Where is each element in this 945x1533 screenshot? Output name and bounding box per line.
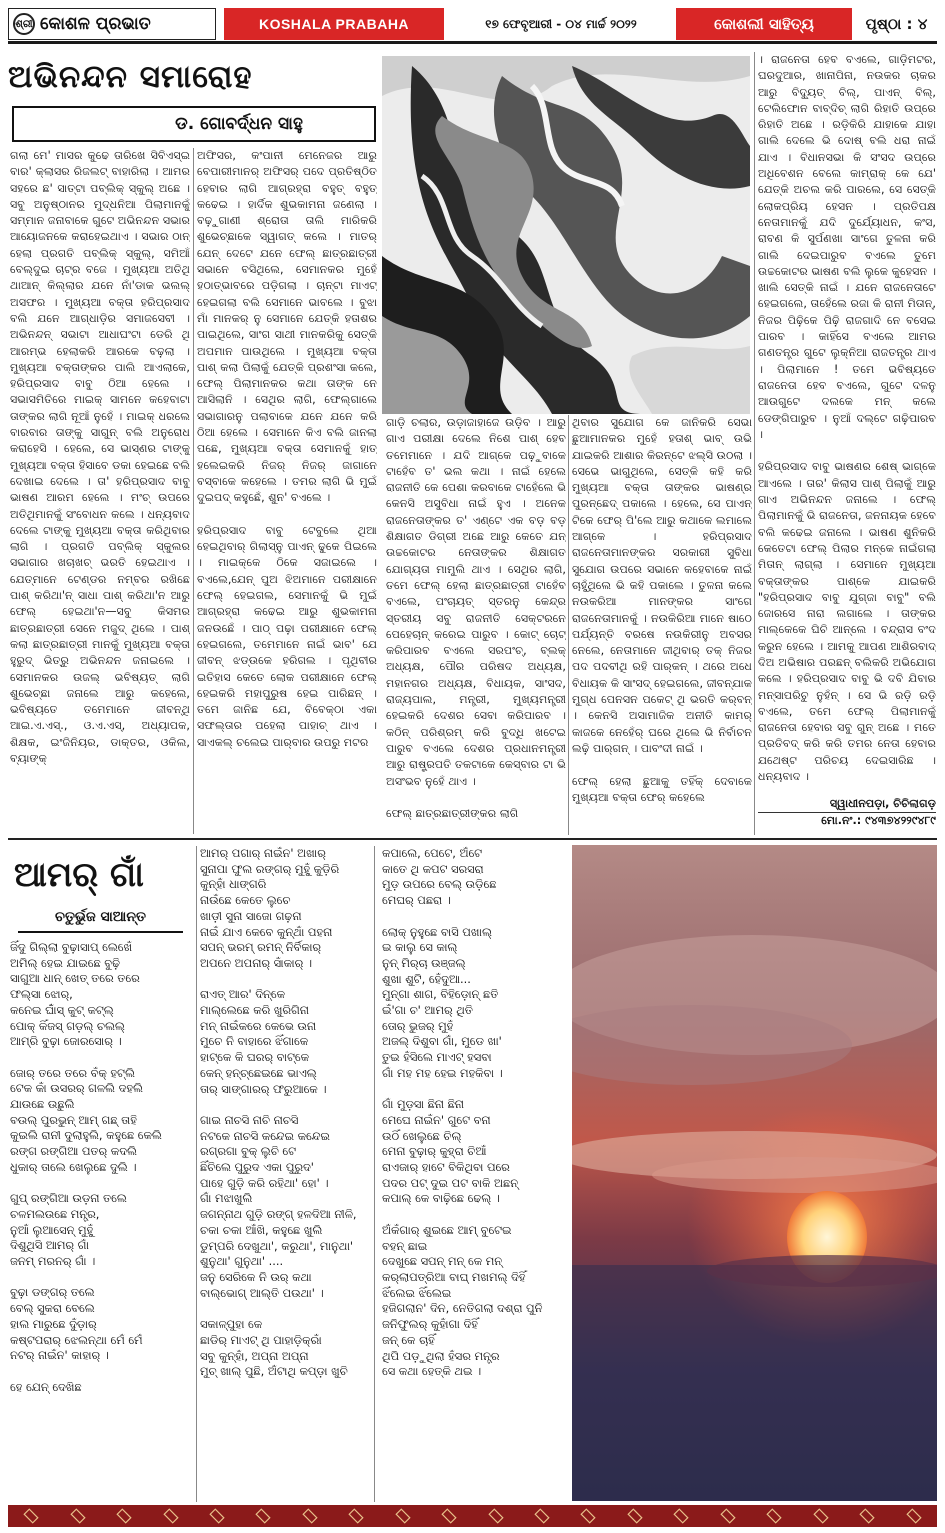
abstract-marble-image [382, 56, 750, 414]
footer-border [8, 1505, 937, 1527]
newspaper-logo [8, 8, 216, 40]
article1-author [12, 106, 376, 142]
article2-author: ଚତୁର୍ଭୁଜ ସାଆନ୍ତ [18, 903, 183, 933]
article1-title: ଅଭିନନ୍ଦନ ସମାରୋହ [8, 59, 253, 95]
article1-column-5 [758, 52, 936, 835]
diamond-motif-icon [442, 1508, 457, 1523]
diamond-motif-icon [674, 1508, 689, 1523]
column-divider [568, 415, 569, 835]
masthead [8, 8, 937, 44]
section-separator [8, 838, 937, 840]
page-number: ପୃଷ୍ଠା : ୪ [865, 15, 928, 33]
diamond-motif-icon [720, 1508, 735, 1523]
diamond-motif-icon [395, 1508, 410, 1523]
issue-date: ୧୭ ଫେବୃଆରୀ - ୦୪ ମାର୍ଚ୍ଚ ୨୦୨୨ [485, 16, 637, 31]
diamond-motif-icon [581, 1508, 596, 1523]
logo-emblem-icon: ଶ୍ରୀ [13, 13, 35, 35]
article1-column-2: ଅଫିସର, କଂପାନୀ ମେନେଜର ଆରୁ ବେପାରୀମାନର୍ ଅଫିସର୍ ପଦେ ପ୍ରତିଷ୍ଠିତ ହେବାର ଲାଗି ଆଗ୍ରହ୍‌ରା ବହୁତ୍ ବହୁତ୍ କଢେଇ । ହାର୍ଦିକ ଶୁଭକାମନା ଜଣେଲା । ବଢ଼ୁଗାଣୀ ଶ୍ରୋତା ତାଲି ମାରିକରି ଶୁଭେଚ୍ଛାକେ ସ୍ୱାଗତ୍ କଲେ । ମାତର୍ ଯେନ୍ ଦେଟେ ଯନେ ଫେଲ୍ ଛାତ୍ରଛାତ୍ରୀ ସଭାନେ ବସିଥିଲେ, ସେମାନକର ମୁହେଁ ହଠାତ୍‌ଭାବରେ ପଡ଼ିଗଲା । ଚାନ୍‌ଟା ମାଏଟ୍ ହେଇଗଲା ବଲି ସେମାନେ ଭାବଲେ । ବୁଝା ମାଁ ମାନକର୍ ନୁ ସେମାନେ ଯେତ୍‌କି ହତାଶର ପାଇଥିଲେ, ସାଂଗ ସାଥୀ ମାନକରିକୁ ସେତ୍‌କି ଅପମାନ ପାଉଥିଲେ । ମୁଖ୍ୟଆ ବକ୍ତା ପାଶ୍ କଲା ପିଲାକୁଁ ଯେତ୍‌କି ପ୍ରଶଂସା କଲେ, ଫେଲ୍ ପିଲାମାନକର କଥା ତାଙ୍କ ନେ ଆସିଲାନି । ସେଥିର ଲାଗି, ଫେଲ୍‌ଗାଲେ ସଭାଗାରନୁ ପଲାବାକେ ଯନେ ଯନେ କରି ଠିଆ ହେଲେ । ସେମାନେ କିଏ ବଲି ଜାନଲା ପଛେ, ମୁଖ୍ୟଆ ବକ୍ତା ସେମାନକୁଁ ହାତ୍ ହଲେଇକରି ନିଜର୍ ନିଜର୍ ଜାଗାନେ ବସ୍‌ବାକେ କହେଲେ । ତମର ଲାଗି ଭି ମୁଇଁ ଦୁଇପଦ୍ କହୁଛେଁ, ଶୁନ' ବଏଲେ । ହରିପ୍ରସାଦ ବାବୁ ଟେବୁଲେ ଥିଆ ହେଇଥିବାର୍ ଗିଲାସ୍‌ନୁ ପାଏନ୍ ଢୁକେ ପିଇଲେ । ମାଇକ୍‌କେ ଠିକେ ସଜାଇଲେ । ବଏଲେ,ଯେନ୍ ପୁଅ ଝିଅମାନେ ପରୀକ୍ଷାନେ ଫେଲ୍ ହେଇଗଲ, ସେମାନକୁଁ ଭି ମୁଇଁ ଆଗ୍ରହ୍‌ରା କଢେଇ ଆରୁ ଶୁଭକାମନା ଜନଉଛେଁ । ପାଠ୍ ପଢ଼ା ପରୀକ୍ଷାନେ ଫେଲ୍ ହେଇଗଲେ, ତମେମାନେ ନାଇଁ ଭାବ' ଯେ ଜୀବନ୍ ଝଡ୍‌ଉକେ ହରିଗଲ । ପୃଥିବୀର ଇତିହାସ କେତେ ଲୋକ ପରୀକ୍ଷାନେ ଫେଲ୍ ହେଇକରି ମହାପୁରୁଷ ହେଇ ପାରିଛନ୍ । ତମେ ଜାନିଛ ଯେ, ବିବେକ୍‌ଠା ଏକା ସଫଲ୍‌ତାର ପହେଲା ପାହାଚ୍ ଥାଏ । ସାଏକଲ୍ ଚଲେଇ ପାର୍‌ବାର ଉପରୁ ମଟର [197, 149, 377, 749]
diamond-motif-icon [813, 1508, 828, 1523]
poem-column-2: ଆମର୍ ପଗାର୍ ନାଇଁନ' ଅଖାର୍ ସୁନାପା ଫୁଲ ରଙ୍ଗର୍ ମୁହୁଁ କୁଡ଼ିରି କୁନ୍‌ହାଁ ଧାଙ୍ଗରି ନାଉଁଛେ କେତେ ଲୁଚେ ଖାଡ଼ୀ ସୁନା ସାଜୋ ଗଢ଼ନା ନାଇଁ ଯାଏ କେବେ କୁନ୍‌ଥାଁ ପହନା ସପନ୍ ଭରମ୍ ରମନ୍ ନିର୍ବିକାର୍ ଅପନେ ଅପନାର୍ ସାଁକାର୍ । ରାଏତ୍ ଆର' ଦିନ୍‌କେ ମାଲ୍ଲେଛେ କରି ଖୁରିଗିନା ମନ୍ ନାଇଁକରେ କେଭେ ଉନା ମୁଚେ ନି ବାହାରେ ଝିଁଗାକେ ହାଟ୍‌କେ କି ଘରର୍ ବାଟ୍‌କେ କେନ୍ ହନ୍‌ଚ୍ଛେଇଛେ ଭାଏଲ୍ ତାର୍ ସାଙ୍ଗାରର୍ ଫରୁଆକେ । ଗାଇ ନାଚସି ନାଚି ନାଚସି ନଟକେ ନାଚସି କନ୍ଦେଇ କନ୍ଦେଇ ରଗ୍‌ରଗା ବୁକ୍ ଲୁଚି ଟେ ଛିଁଚିଲେ ପୁରୁଦ ଏକା ପୁରୁଦ' ପାହେ ଗୁଡ଼ି କରି ରହିଥା' ହୋ' । ଗାଁ ମଝାଖୁଲି ଜଗନ୍ନାଥ ଗୁଡ଼ି ରଙ୍ଗ୍ ହଳଦିଆ ନୀଳି, ଚକା ଚକା ଆଁଖି, କହୁଛେ ଖୁଲି ଡୁମ୍‌ପରି ଦେଖୁଥା', କରୁଥା', ମାନୁଥା' ଶୁନୁଥା' ଗୁନୁଥା' .... ଜନୁ ସେରିକେ ନି ଉର୍ କଥା ବାଲ୍‌ଭୋଗ୍ ଆଲ୍‌ତି ପଉଥା' । ସକାଳ୍‌ପୁହା କେ ଛାଡିର୍ ମାଏଟ୍ ଥି ପାହାଡ଼ିକ୍‌ରାଁ ସବୁ କୁନ୍‌ହାଁ, ଅପ୍‌ନା ଅପ୍‌ନା ମୁଚ୍ ଖାଲ୍ ପୁଛି, ଅଁଟାଥି କପ୍‌ଡ଼ା ଖୁଚି [200, 846, 357, 1379]
author-mobile: ମୋ.ନଂ.: ୯୪୩୭୪୨୨୯୪୮୯ [758, 812, 936, 829]
column-divider [196, 846, 197, 1502]
article1-column-3: ଗାଡ଼ି ଚଲାର, ଉଡ଼ାଜାହାଜେ ଉଡ଼ିବ । ଆରୁ ଗାଏ ପରୀକ୍ଷା ଦେଲେ ନିଶେ ପାଶ୍ ହେବ ତମେମାନେ । ଯଦି ଆଗ୍‌କେ ପଢ଼ୁବାକେ ଟାହେଁବ ତ' ଭଲ କଥା । ନାଇଁ ହେଲେ ରାଜନୀତି କେ ପେଶା କରବାକେ ଟାହେଁଲେ ଭି କେନସି ଅସୁବିଧା ନାଇଁ ହୁଏ । ଅନେକ ରାଜନେତାଙ୍କର ତ' ଏଣ୍ଟେ ଏକ ବଡ଼ ବଡ଼ ଶିକ୍ଷାଗତ ଡିଗ୍ରୀ ଅଛେ ଆରୁ କେତେ ଯନ୍ ଉଚ୍ଚକୋଟର ନେତାଙ୍କର ଶିକ୍ଷାଗତ ଯୋଗ୍ୟତା ମାମୁଲି ଥାଏ । ସେଥିର ଲାଗି, ତମେ ଫେଲ୍ ହେଲା ଛାତ୍ରଛାତ୍ରୀ ଟାହେଁବ ବଏଲେ, ପଂଚାୟତ୍ ସ୍ତରନୁ କେନ୍ଦ୍ର ସ୍ତରୀୟ ସବୁ ରାଜନୀତି ସେକ୍ଟରନେ ପେହେଚାନ୍ କରେଇ ପାରୁବ । କୋଟ୍ ଚୋଟ୍ କରିପାରବ ବଏଲେ ସରପଂଚ୍, ବ୍ଲକ୍ ଅଧ୍ୟକ୍ଷ, ପୌର ପରିଷଦ ଅଧ୍ୟକ୍ଷ, ମହାନଗର ଅଧ୍ୟକ୍ଷ, ବିଧାୟକ, ସାଂସଦ, ରାଜ୍ୟପାଲ, ମନ୍ତ୍ରୀ, ମୁଖ୍ୟମନ୍ତ୍ରୀ ହେଇକରି ଦେଶର ସେବା କରିପାରବ । କଠିନ୍ ପରିଶ୍ରମ୍ କରି ବୁଦ୍ଧି ଖଟେଇ ପାରୁବ ବଏଲେ ଦେଶର ପ୍ରଧାନମନ୍ତ୍ରୀ ଆରୁ ରାଷ୍ଟ୍ରପତି ତକଟାକେ କେସ୍‌ବାର ଟା ଭି ଅସଂଭବ ନୁହେଁ ଥାଏ । ଫେଲ୍ ଛାତ୍ରଛାତ୍ରୀଙ୍କର ଲାଗି [386, 416, 566, 821]
diamond-motif-icon [906, 1508, 921, 1523]
column-divider [374, 846, 375, 1502]
poem-column-1: ଜିଁଦୁ ଗିଲ୍‌ଲା ବୁଢ଼ାସାପ୍ ଲେଖେଁ ଅମିଲ୍ ହେଇ ଯାଇଛେ ବୁଢ଼ି ସାଗୁଆ ଧାନ୍ ଖେତ୍ ତରେ ତରେ ଫଲ୍‌ସା ଝୋର୍, କନେଇ ଘାଁଁସ୍ କୁଟ୍ କଟ୍‌ଲ୍ ପୋକ୍ କିଁଜସ୍ ଗଡ଼ଲ୍ ଚଲଲ୍ ଆମ୍‌ରି ବୁଢ଼ା ଜୋରସୋର୍ । ଜୋର୍ ତରେ ତରେ ବଁକ୍ ହଟ୍‌ଲି ଟେକ କାଁ ଉସରର୍ ଗଳଲି ଦହଲି ଯାଉଛେ ଉଛୁଲି ବଉଲ୍ ପୁରଭୁନ୍ ଆମ୍ ଗଛ୍ ତାହି କୁଇଲି ରାନୀ ଦୁଲାହୁଲି, କହୁଛେ କେଲି ରଙ୍ଗ ରଙ୍ଗିଆ ପତର୍ କଦଲି ଧୁକାର୍ ତାଲେ ଖେଲୁଛେ ଦୁଲି । ଗୁପ୍ ରଙ୍ଗିଆ ଉଡ଼ନା ତଲେ ଚଳମଲଉଛେ ମନ୍ତ୍ର, ନୁଆଁ ଲୁଆସେନ୍ ମୁହୁଁ ଦିଶୁଥିସି ଆମର୍ ଗାଁ ଜନମ୍ ମରନର୍ ଗାଁ । ବୁଢ଼ା ଡଙ୍ଗର୍ ତଲେ ବେଲ୍ ସୁକରା ବେଲେ ହାଲ ମାରୁଛେ ଦୁଁଡ଼ାର୍ କଷ୍ଟପରାର୍ ଝେଲନ୍‌ଥା ମେଁ ମେଁ ନଟର୍ ନାଇଁନ' କାହାର୍ । ହେ ଯେନ୍ ଦେଖିଛ [10, 940, 162, 1394]
diamond-motif-icon [302, 1508, 317, 1523]
diamond-motif-icon [209, 1508, 224, 1523]
author-place: ସ୍ୱାଧୀନପଡ଼ା, ଚିଚିଲାଗଡ଼ [829, 797, 936, 810]
english-name-banner: KOSHALA PRABAHA [224, 8, 444, 40]
poem-column-3: କପାଲେ, ପେଟେ, ଅଁଟେ କାତେ ଥି କପଟ ସରସରା ମୁଡ଼ ଉପରେ ବେଲ୍ ଉଡ଼ିଛେ ମେଘର୍ ପଛରା । ଲୋକ୍ ନୁହୁଛେ ବାସି ପଖାଲ୍ ଇ କାଲୁ ସେ କାଲ୍ ନୁନ୍ ମିର୍‌ଚା ଉଞ୍ଜଲ୍ ଶୁଖା ଶୁଟି, ହେଁଦୁଆ... ମୁନ୍‌ଗା ଶାଗ, ବିହିଡ଼ୋନ୍ ଛତି ଇଁ'ଗା ଚ' ଆମର୍ ଥିତି ତୋର୍ ଭୁଜର୍ ମୁହଁ ଅଜଲ୍ ଦିଶୁବା ଗାଁ, ମୁଡେ ଖା' ତୁଇ ହଁସିଲେ ମାଏଟ୍ ହସବା ଗାଁ ମହ ମହ ହେଇ ମହକିବା । ଗାଁ ମୁଡ଼ସା ଛିନା ଛିନା ମେଘେ ନାଇଁନ' ଗୁଟେ ବନା ଉଠିଁ ଖେଲୁଛେ ଚିଲ୍ ମେନା ବୁଢ଼ାର୍ କୁହ୍‌ରା ଚିଆଁ ରାଏଜାର୍ ହାଟେ ବିକିଥିବା ପରେ ପଦର ପଟ୍ ଦୁଇ ପଟ ବାକି ଅଛନ୍ କପାଲ୍ କେ ବାଢ଼ିଛେ ଢେଲ୍ । ଅଁକଁଗାର୍ ଶୁଇଛେ ଆମ୍ ବୁଟେଇ ବହନ୍ ଛାଇ ଦେଖୁଛେ ସପନ୍ ମନ୍ କେ ମନ୍ କର୍‌ଲାପତ୍‌ରିଆ ବାଘ୍ ମଖମଲ୍ ଦିହିଁ ଝିଁଲେଇ ଝିଁଲେଇ ହଜିଗଲାନ' ଦିନ, ନେତିଗଲା ଦଶ୍‌ରା ପୁନି ଜନିଫୁଲର୍ କୁହାଁଗା ଦିହିଁ ଜନ୍ କେ ଚାହିଁ ଥିପି ପଡ଼ୁଥିଲା ହଁସର ମନ୍ତ୍ର ସେ କଥା ହେତ୍‌କି ଥଇ । [382, 846, 543, 1379]
diamond-motif-icon [24, 1508, 39, 1523]
diamond-motif-icon [349, 1508, 364, 1523]
diamond-motif-icon [767, 1508, 782, 1523]
diamond-motif-icon [116, 1508, 131, 1523]
diamond-motif-icon [256, 1508, 271, 1523]
column-divider [193, 148, 194, 834]
diamond-motif-icon [627, 1508, 642, 1523]
article1-column-1: ଗଲା ମେ' ମାସର କୁଢେ ତାରିଖେ ସିବିଏସ୍‌ଇ ବାର' କ୍ଲାସର ରିଜଲଟ୍ ବାହାରିଲା । ଆମର ସହରେ ଛ' ସାତ୍‌ଟା ପବ୍‌ଲିକ୍ ସ୍କୁଲ୍ ଅଛେ । ସବୁ ଅନୁଷ୍ଠାନର ମୁଦ୍ଧନିଆ ପିଲାମାନକୁଁ ସମ୍ମାନ ଜନାବାକେ ଗୁଟେ ଅଭିନନ୍ଦନ ସଭାର ଆୟୋଜନକେ କରାହେଇଥାଏ । ସଭାର ଠାନ୍ ହେଲା ପ୍ରଗତି ପବ୍‌ଲିକ୍ ସ୍କୁଲ୍, ସମିଆଁ ବେଲ୍‌ଦୁଇ ଚାଟ୍‌ର ବଜେ । ମୁଖ୍ୟଆ ଅତିଥି ଥାଆନ୍ କିଲ୍ଲାର ଯନେ ନାଁ'ଡାକ ଭଲଲ୍ ଅସଫର । ମୁଖ୍ୟଆ ବକ୍ତା ହରିପ୍ରସାଦ ବଲି ଯନେ ଆଗ୍‌ଧାଡ଼ିର ସମାଜସେବୀ । ଅଭିନନ୍ଦନ୍ ସଭାଟା ଆଧାଘଂଟା ଡେରି ଥି ଆରମ୍ଭ ହେଲାକରି ଆରକେ ବଢ଼ଲା । ମୁଖ୍ୟଆ ବକ୍ତାଙ୍କର ପାଲି ଆଏଲାକେ, ହରିପ୍ରସାଦ ବାବୁ ଠିଆ ହେଲେ । ସଭାସମିତିରେ ମାଇକ୍ ସାମନେ କହେବାଟା ତାଙ୍କର ଲାଗି ନୂଆଁ ନୁହେଁ । ମାଇକ୍ ଧରଲେ ବାରବାର ତାଙ୍କୁ ସାଗୁନ୍ ବଲି ଅନୁରୋଧ କରାହେସି । ହେଲେ, ସେ ଭାସ୍‌ଣର ଟାଙ୍କୁ ମୁଖ୍ୟଆ ବକ୍ତା ହିସାବେ ଡକା ହେଇଛେ ବଲି ଦେଖାଇ ଦେଲେ । ତା' ହରିପ୍ରସାଦ ବାବୁ ଭାଷଣ ଆରମ ହେଲେ । ମଂଚ୍ ଉପରେ ଅତିଥିମାନକୁଁ ସଂବୋଧନ କଲେ । ଧନ୍ୟବାଦ ଦେଲେ ଟାଙ୍କୁ ମୁଖ୍ୟଆ ବକ୍ତା କରିଥିବାର ଲାଗି । ପ୍ରଗତି ପବ୍‌ଲିକ୍ ସ୍କୁଲର ସଭାଗାର ଖଚାଖଚ୍ ଭରତି ହେଇଥାଏ । ଯେତ୍‌ମାନେ ଟେଣ୍ଡର ନମ୍ବର ରଖିଛେ ପାଶ୍ କରିଥା'ନ୍ ସାଧା ପାଶ୍ କରିଥା'ନ ଆରୁ ଫେଲ୍ ହେଇଥା'ନ—ସବୁ କିସମର ଛାତ୍ରଛାତ୍ରୀ ସେନେ ମଜୁଦ୍ ଥିଲେ । ପାଶ୍ କଲା ଛାତ୍ରଛାତ୍ରୀ ମାନକୁଁ ମୁଖ୍ୟଆ ବକ୍ତା ହୁରୁଦ୍ ଭିତ୍ରୁ ଅଭିନନ୍ଦନ ଜନାଇଲେ । ସେମାନକର ଉଜଲ୍ ଭବିଷ୍ୟତ୍ ଲାଗି ଶୁଭେଚ୍ଛା ଜନାଲେ ଆରୁ କହେଲେ, ଭବିଷ୍ୟତେ ତମେମାନେ ଜୀବନ୍‌ଥି ଆଇ.ଏ.ଏସ୍., ଓ.ଏ.ଏସ୍, ଅଧ୍ୟାପକ, ଶିକ୍ଷକ, ଇଂଜିନିୟର, ଡାକ୍ତର, ଓକିଲ, ବ୍ୟାଙ୍କ୍ [10, 149, 190, 765]
diamond-motif-icon [859, 1508, 874, 1523]
abstract-marble-art [382, 56, 750, 414]
article1-column-4: ଥିବାର ସୁଯୋଗ କେ ଜାନିକରି ସେଭା ଛୁଆମାନକର ମୁହେଁ ହତାଶ୍ ଭାବ୍ ଉଭି ଯାଇକରି ଆଶାର କିରନ୍‌ଟେ ଝଲ୍‌ସି ଉଠଲା । ସେଭେ ଭାଗୁଥିଲେ, ସେତ୍‌କି କହି କରି ମୁଖ୍ୟଆ ବକ୍ତା ତାଙ୍କର ଭାଷଣ୍‌ର ପୁରନ୍‌ଛେଦ୍ ପକାଲେ । ହେଲେ, ସେ ପାଏନ୍ ଟିକେ ଫେର୍ ପି'ଲେ ଆରୁ କଥାକେ ଲମାଲେ ଆଗ୍‌କେ । ହରିପ୍ରସାଦ ରାଜନେତାମାନଙ୍କର ସରକାରୀ ସୁବିଧା ସୁଯୋଗ ଉପରେ ସଭାନେ କହେବାକେ ନାଇଁ ଚାହୁଁଥିଲେ ଭି କହି ପକାଲେ । ତୁଳନା କଲେ ନଉକରିଆ ମାନଙ୍କର ସାଂଗେ ରାଜନେତାମାନକୁଁ । ନଉକିରିଆ ମାନେ ଷାଠେ ପର୍ଯ୍ୟନ୍ତି ବରଷେ ନଉକିରୀନୁ ଅବସର ନେଲେ, ନେତାମାନେ ଜୀଥିବାର୍ ତକ୍ ନିଜର ପଦ ପଦବୀଥି ରହି ପାର୍‌କନ୍ । ଥରେ ଅଧେ ବିଧାୟକ କି ସାଂସଦ୍ ହେଇଗଲେ, ଜୀବନ୍‌ଯାକ ମୁଗ୍ଧ ପେନସନ ପକେଟ୍ ଥି ଭରତି କର୍‌ବନ୍ । କେନସି ଅସାମାଜିକ ଅନୀତି କାମର୍ କାଜକେ ନେହେଁର୍ ଘରେ ଥିଲେ ଭି ନିର୍ବାଚନ ଲଢ଼ି ପାର୍‌ଗନ୍ । ପାବଂଦୀ ନାଇଁ । ଫେଲ୍ ହେଲା ଛୁଆକୁ ତହିଁକ୍ ଦେବାକେ ମୁଖ୍ୟଆ ବକ୍ତା ଫେର୍ କହେଲେ [572, 416, 752, 804]
diamond-motif-icon [534, 1508, 549, 1523]
section-banner: କୋଶଲୀ ସାହିତ୍ୟ [676, 8, 852, 40]
logo-text: କୋଶଳ ପ୍ରଭାତ [40, 14, 151, 34]
column-divider [754, 52, 755, 835]
sunset-image [572, 845, 937, 1501]
diamond-motif-icon [488, 1508, 503, 1523]
diamond-motif-icon [163, 1508, 178, 1523]
sunset-photo [572, 845, 937, 1501]
article1-column-5-text: । ରାଜନେତା ହେବ ବଏଲେ, ଗାଡ଼ିମଟର, ଘରଦୁଆର, ଖାନାପିନା, ନଉକର ଚାକର ଆରୁ ବିଦ୍ୟୁତ୍ ବିଲ୍, ପାଏନ୍ ବିଲ୍, ଟେଲିଫୋନ ବାବ୍‌ଦିଚ୍ ଲାଗି ରିହାତି ଉପ୍‌ରେ ରିହାତି ଅଛେ । ରଡ଼ିକିରି ଯାହାକେ ଯାହା ଗାଲି ଦେଲେ ଭି ଦୋଷ୍ ବଲି ଧରା ନାଇଁ ଯାଏ । ବିଧାନସଭା କି ସଂସଦ ଉପ୍‌ରେ ଅଧିବେଶନ ବେଲେ କାମ୍‌ରାକ୍ କେ ଯେ' ଯେତ୍‌କି ଅଚଲ କରି ପାରଲେ, ସେ ସେତ୍‌କି ଲୋକପ୍ରିୟ ହେସନ । ପ୍ରତିପକ୍ଷ ନେତାମାନକୁଁ ଯଦି ଦୁର୍ଯ୍ୟୋଧନ, କଂସ, ରାବଣ କି ସୁର୍ପଣଖା ସାଂଗେ ତୁଳନା କରି ଗାଲି ଦେଇପାରୁବ ବଏଲେ ତୁମେ ଉଚ୍ଚକୋଟର ଭାଷଣ ବଲି ଲୁକେ କୁହେସନ । ଖାଲି ସେତ୍‌କି ନାଇଁ । ଯନେ ରାଜନେତାଟେ ହେଇଗଲେ, ତାହେଁଲେ ରଜା କି ରାନୀ ମିତାନ୍, ନିଜର ପିଢ଼ିକେ ପିଢ଼ି ରାଜଗାଦି ନେ ବସେଇ ପାରବ । କାହିଁସେ ବଏଲେ ଆମର ଗଣତନ୍ତ୍ର ଗୁଟେ ଲୁକ୍‌ନିଆ ରାଜତନ୍ତ୍ର ଥାଏ । ପିଲାମାନେ ! ତମେ ଭବିଷ୍ୟତେ ରାଜନେତା ହେବ ବଏଲେ, ଗୁଟେ ଦଳନୁ ଆଉଗୁଟେ ଦଲକେ ମନ୍‌ କଲେ ଡେଙ୍ଗିପାରୁବ । ନୁଆଁ ଦଲ୍‌ଟେ ଗଢ଼ିପାରବ । ହରିପ୍ରସାଦ ବାବୁ ଭାଷଣର ଶେଷ୍ ଭାଗ୍‌କେ ଆଏଲେ । ତାର' କିଲାସ ପାଶ୍ ପିଲାକୁଁ ଆରୁ ଗାଏ ଅଭିନନ୍ଦନ ଜନାଲେ । ଫେଲ୍ ପିଲାମାନକୁଁ ଭି ରାଜନେତା, ଜନନାୟକ ହେବେ ବଲି କଢେଇ ଜନାଲେ । ଭାଷଣ ଶୁନିକରି କେତେଟା ଫେଲ୍ ପିଲାର ମନ୍‌କେ ନାଇଁଗଲା ମିତାନ୍ ଲାଗ୍‌ଲା । ସେମାନେ ମୁଖ୍ୟଆ ବକ୍ତାଙ୍କର ପାଶ୍‌କେ ଯାଇକରି "ହରିପ୍ରସାଦ ବାବୁ ଯୁଗ୍‌ଜା ବାବୁ" ବଲି ଜୋରସେ ନାରା ଲଗାଲେ । ତାଙ୍କର ମାଲ୍‌କେକେ ଘିଚି ଆନ୍‌ଲେ । ବନ୍ଦ୍‌ରାସ ବଂଦ କରୁନ ହେଲେ । ଆମକୁ ଆପଣ ଆଶିରବାଦ୍ ଦିଅ ଅଭିଷାର ପରଛନ୍ ବଲିକରି ଅଭିଯୋଗ କଲେ । ହରିପ୍ରସାଦ ବାବୁ ଭି ଦବି ଯିବାର ମନ୍‌ସାପରିଚୁ ନୁହଁନ୍ । ସେ ଭି ରଡ଼ି ରଡ଼ି ବଏଲେ, ତମେ ଫେଲ୍ ପିଲାମାନକୁଁ ରାଜନେତା ହେବାର ସବୁ ଗୁନ୍ ଅଛେ । ମତେ ପ୍ରତିବଦ୍ କରି କରି ତମର ନେତା ହେବାର ଯଥେଷ୍ଟ ପରିଚୟ ଦେଇସାରିଛ । ଧନ୍ୟବାଦ । [758, 53, 936, 784]
article1-author-name: ଡ. ଗୋବର୍ଦ୍ଧନ ସାହୁ [175, 114, 303, 134]
diamond-motif-icon [70, 1508, 85, 1523]
article2-title: ଆମର୍ ଗାଁ [14, 855, 144, 895]
